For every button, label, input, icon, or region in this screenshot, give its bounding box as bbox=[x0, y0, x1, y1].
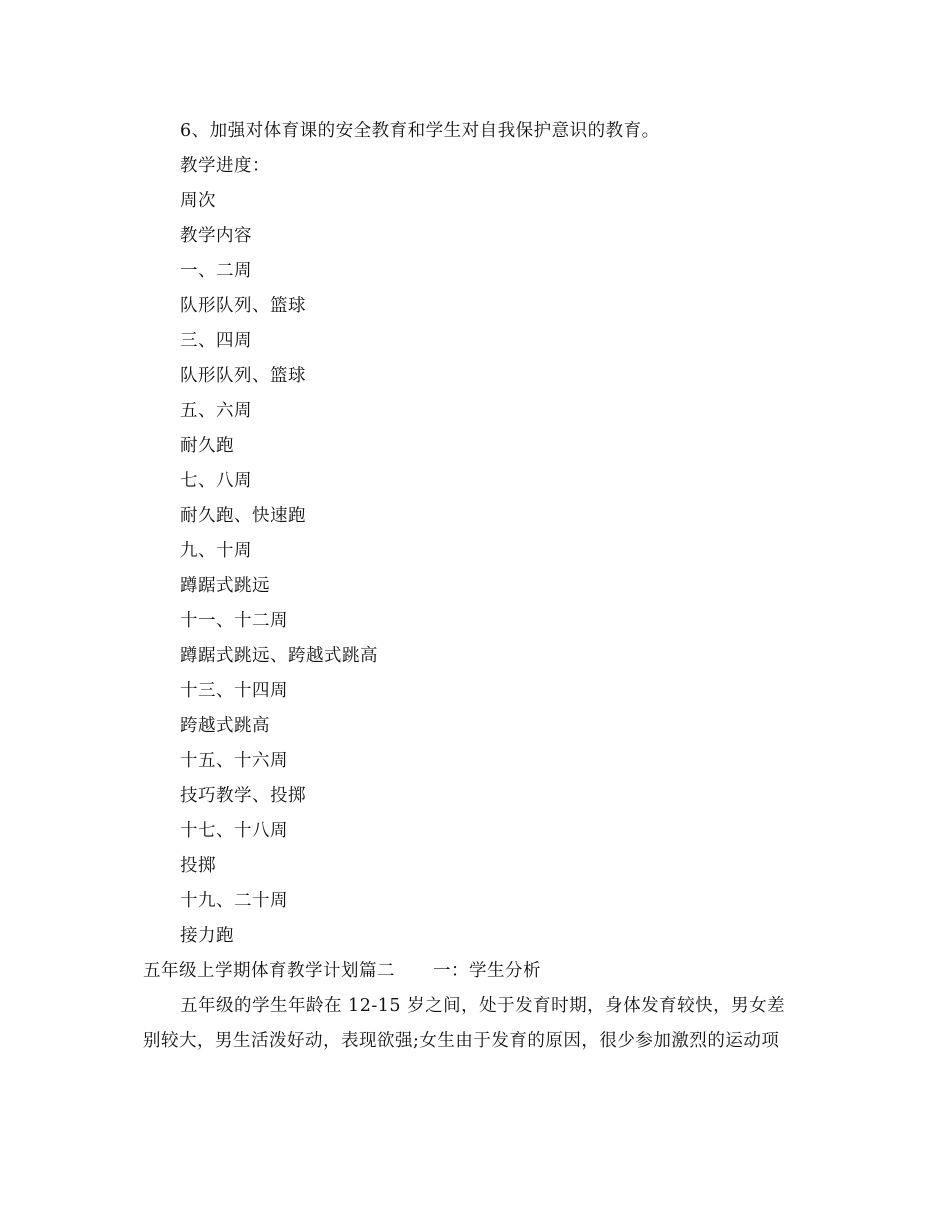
paragraph-line-1: 五年级的学生年龄在 12-15 岁之间，处于发育时期，身体发育较快，男女差 bbox=[180, 996, 786, 1016]
content-column-header: 教学内容 bbox=[180, 226, 252, 246]
schedule-weeks: 一、二周 bbox=[180, 261, 252, 281]
schedule-weeks: 三、四周 bbox=[180, 331, 252, 351]
section-two-subtitle: 一：学生分析 bbox=[433, 961, 541, 981]
schedule-content: 蹲踞式跳远、跨越式跳高 bbox=[180, 646, 378, 666]
schedule-weeks: 十一、十二周 bbox=[180, 611, 288, 631]
schedule-weeks: 十七、十八周 bbox=[180, 821, 288, 841]
section-two-title: 五年级上学期体育教学计划篇二 bbox=[143, 961, 395, 981]
paragraph-line-2: 别较大，男生活泼好动，表现欲强;女生由于发育的原因，很少参加激烈的运动项 bbox=[143, 1031, 780, 1051]
schedule-content: 蹲踞式跳远 bbox=[180, 576, 270, 596]
schedule-content: 队形队列、篮球 bbox=[180, 296, 306, 316]
schedule-content: 耐久跑、快速跑 bbox=[180, 506, 306, 526]
schedule-weeks: 五、六周 bbox=[180, 401, 252, 421]
schedule-content: 技巧教学、投掷 bbox=[180, 786, 306, 806]
schedule-weeks: 十九、二十周 bbox=[180, 891, 288, 911]
week-column-header: 周次 bbox=[180, 191, 216, 211]
schedule-weeks: 十五、十六周 bbox=[180, 751, 288, 771]
schedule-content: 投掷 bbox=[180, 856, 216, 876]
item-6-text: 6、加强对体育课的安全教育和学生对自我保护意识的教育。 bbox=[180, 121, 660, 141]
schedule-content: 耐久跑 bbox=[180, 436, 234, 456]
schedule-content: 接力跑 bbox=[180, 926, 234, 946]
progress-label: 教学进度： bbox=[180, 156, 270, 176]
section-two-heading bbox=[143, 959, 541, 983]
schedule-content: 跨越式跳高 bbox=[180, 716, 270, 736]
schedule-weeks: 十三、十四周 bbox=[180, 681, 288, 701]
schedule-content: 队形队列、篮球 bbox=[180, 366, 306, 386]
schedule-weeks: 九、十周 bbox=[180, 541, 252, 561]
schedule-weeks: 七、八周 bbox=[180, 471, 252, 491]
